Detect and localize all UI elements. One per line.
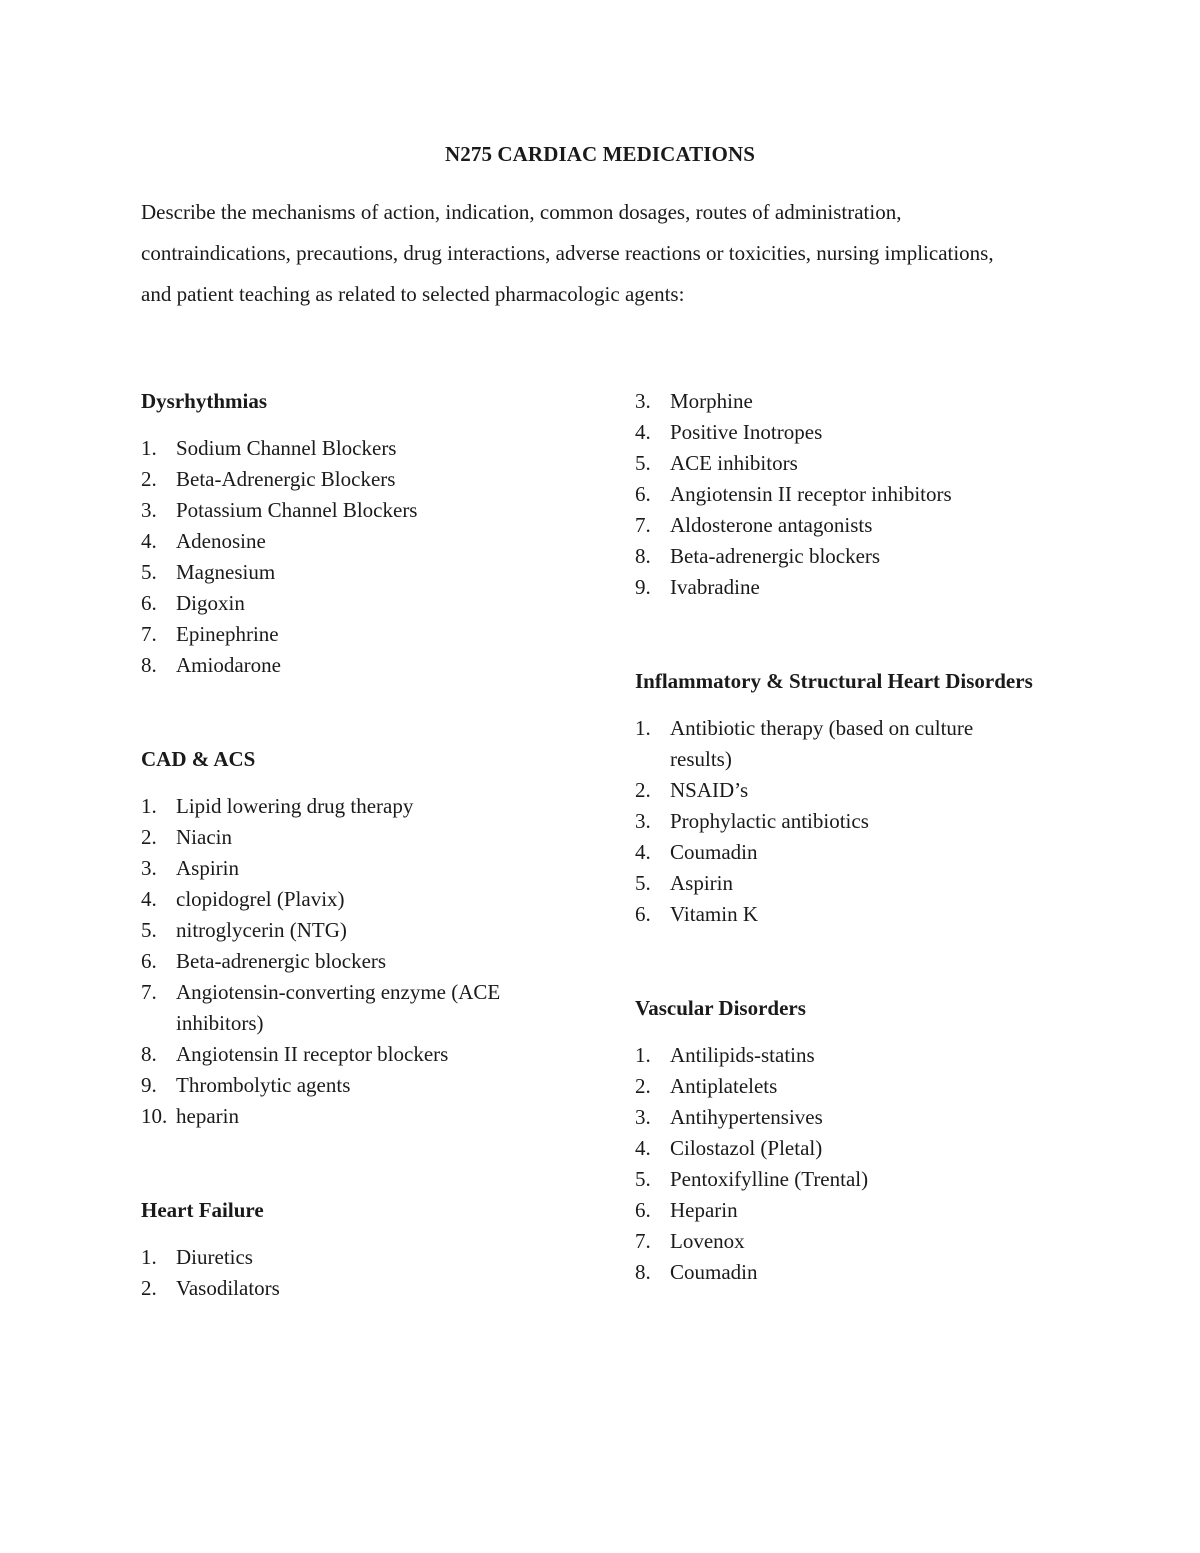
list-item bbox=[141, 464, 581, 495]
list-item bbox=[141, 433, 581, 464]
list-item-text: Coumadin bbox=[670, 840, 758, 864]
list-item-text: Beta-adrenergic blockers bbox=[176, 949, 387, 973]
list-item-text: Beta-adrenergic blockers bbox=[670, 544, 881, 568]
list-item-number: 9. bbox=[635, 575, 651, 599]
list-item-text: Sodium Channel Blockers bbox=[176, 436, 397, 460]
list-item-text: Aspirin bbox=[670, 871, 733, 895]
list-item bbox=[635, 386, 1035, 417]
list-item-text: Magnesium bbox=[176, 560, 276, 584]
list-item-text: Epinephrine bbox=[176, 622, 279, 646]
list-item bbox=[141, 1273, 581, 1304]
list-item bbox=[141, 495, 581, 526]
list-dysrhythmias bbox=[141, 433, 581, 681]
list-item bbox=[141, 1070, 581, 1101]
list-item bbox=[635, 806, 1035, 837]
list-item-text: Aldosterone antagonists bbox=[670, 513, 873, 537]
list-item-number: 1. bbox=[141, 794, 157, 818]
list-item bbox=[141, 588, 581, 619]
list-item bbox=[141, 915, 581, 946]
list-item-text: Niacin bbox=[176, 825, 232, 849]
list-item-text: Potassium Channel Blockers bbox=[176, 498, 418, 522]
list-item bbox=[141, 791, 581, 822]
list-item-number: 8. bbox=[141, 653, 157, 677]
list-item-text: Pentoxifylline (Trental) bbox=[670, 1167, 869, 1191]
list-item bbox=[635, 713, 1035, 775]
list-item-number: 4. bbox=[635, 840, 651, 864]
list-item-number: 7. bbox=[635, 1229, 651, 1253]
list-item-number: 6. bbox=[635, 1198, 651, 1222]
list-item bbox=[635, 1164, 1035, 1195]
section-heading-dysrhythmias: Dysrhythmias bbox=[141, 389, 268, 413]
list-heart-failure-continued bbox=[635, 386, 1035, 603]
list-item-text: Angiotensin II receptor blockers bbox=[176, 1042, 449, 1066]
list-item-text: Diuretics bbox=[176, 1245, 253, 1269]
list-item-number: 5. bbox=[141, 560, 157, 584]
list-heart-failure bbox=[141, 1242, 581, 1304]
list-item-number: 5. bbox=[635, 451, 651, 475]
list-item-number: 2. bbox=[141, 1276, 157, 1300]
list-item-text: Amiodarone bbox=[176, 653, 281, 677]
list-item bbox=[141, 822, 581, 853]
list-item-text: Aspirin bbox=[176, 856, 239, 880]
list-item-text: Antilipids-statins bbox=[670, 1043, 815, 1067]
list-item-text: ACE inhibitors bbox=[670, 451, 798, 475]
list-item bbox=[635, 448, 1035, 479]
list-item-number: 5. bbox=[141, 918, 157, 942]
list-item-number: 1. bbox=[141, 436, 157, 460]
list-item-number: 2. bbox=[141, 467, 157, 491]
list-item bbox=[635, 899, 1035, 930]
list-item bbox=[635, 572, 1035, 603]
list-item bbox=[141, 557, 581, 588]
list-item-number: 7. bbox=[635, 513, 651, 537]
list-item bbox=[635, 510, 1035, 541]
list-item-text: Lipid lowering drug therapy bbox=[176, 794, 414, 818]
list-item-number: 6. bbox=[635, 482, 651, 506]
list-item-number: 1. bbox=[635, 716, 651, 740]
list-item-text: Prophylactic antibiotics bbox=[670, 809, 869, 833]
list-item-text: Positive Inotropes bbox=[670, 420, 823, 444]
list-item-number: 6. bbox=[141, 591, 157, 615]
list-item-number: 9. bbox=[141, 1073, 157, 1097]
list-item-number: 8. bbox=[141, 1042, 157, 1066]
list-item bbox=[635, 868, 1035, 899]
section-heading-vascular: Vascular Disorders bbox=[635, 996, 806, 1020]
list-item-number: 3. bbox=[141, 498, 157, 522]
list-item bbox=[141, 526, 581, 557]
right-column bbox=[635, 386, 1035, 1288]
list-item-number: 3. bbox=[635, 389, 651, 413]
list-item-text: Digoxin bbox=[176, 591, 245, 615]
section-heading-cad-acs: CAD & ACS bbox=[141, 747, 256, 771]
list-item-text: Thrombolytic agents bbox=[176, 1073, 351, 1097]
list-item-text: clopidogrel (Plavix) bbox=[176, 887, 345, 911]
list-item-text: Lovenox bbox=[670, 1229, 745, 1253]
list-item-number: 4. bbox=[141, 529, 157, 553]
list-item-text: Vitamin K bbox=[670, 902, 758, 926]
section-heading-heart-failure: Heart Failure bbox=[141, 1198, 264, 1222]
list-item bbox=[141, 884, 581, 915]
list-item bbox=[635, 1257, 1035, 1288]
list-item bbox=[141, 1242, 581, 1273]
list-item-text: Antibiotic therapy (based on culture results) bbox=[670, 716, 974, 771]
list-item-text: Antiplatelets bbox=[670, 1074, 778, 1098]
list-item-text: Angiotensin-converting enzyme (ACE inhibitors) bbox=[176, 980, 501, 1035]
list-item bbox=[141, 650, 581, 681]
list-item-number: 3. bbox=[635, 1105, 651, 1129]
list-item-number: 3. bbox=[635, 809, 651, 833]
list-item bbox=[635, 417, 1035, 448]
list-item-text: heparin bbox=[176, 1104, 239, 1128]
list-item bbox=[635, 1133, 1035, 1164]
list-item bbox=[141, 1101, 581, 1132]
list-item-number: 8. bbox=[635, 1260, 651, 1284]
list-item-number: 2. bbox=[635, 778, 651, 802]
list-item-text: Morphine bbox=[670, 389, 753, 413]
list-item-number: 10. bbox=[141, 1104, 168, 1128]
list-item-number: 2. bbox=[635, 1074, 651, 1098]
list-item-text: Ivabradine bbox=[670, 575, 760, 599]
list-item bbox=[635, 1195, 1035, 1226]
list-item-text: Antihypertensives bbox=[670, 1105, 823, 1129]
list-item bbox=[635, 541, 1035, 572]
list-item-number: 2. bbox=[141, 825, 157, 849]
list-item bbox=[141, 853, 581, 884]
list-item-text: Adenosine bbox=[176, 529, 266, 553]
list-item-number: 1. bbox=[141, 1245, 157, 1269]
list-item-number: 4. bbox=[635, 1136, 651, 1160]
list-item bbox=[141, 977, 581, 1039]
list-item bbox=[141, 1039, 581, 1070]
list-item bbox=[635, 1040, 1035, 1071]
section-heading-inflammatory: Inflammatory & Structural Heart Disorders bbox=[635, 669, 1033, 693]
list-item-number: 1. bbox=[635, 1043, 651, 1067]
list-item-text: NSAID’s bbox=[670, 778, 749, 802]
intro-paragraph: Describe the mechanisms of action, indication, common dosages, routes of administration, contraindications, precautions, drug interactions, adverse reactions or toxicities, nursing implications, and patient teaching as related to selected pharmacologic agents: bbox=[141, 200, 994, 306]
list-item-text: Vasodilators bbox=[176, 1276, 280, 1300]
page-title: N275 CARDIAC MEDICATIONS bbox=[444, 142, 756, 166]
list-item bbox=[635, 1226, 1035, 1257]
list-item-number: 6. bbox=[141, 949, 157, 973]
list-item-text: Heparin bbox=[670, 1198, 738, 1222]
list-item-number: 5. bbox=[635, 871, 651, 895]
list-item-number: 8. bbox=[635, 544, 651, 568]
list-item-text: Cilostazol (Pletal) bbox=[670, 1136, 823, 1160]
list-item-text: Beta-Adrenergic Blockers bbox=[176, 467, 396, 491]
list-item bbox=[635, 775, 1035, 806]
list-cad-acs bbox=[141, 791, 581, 1132]
list-item bbox=[141, 946, 581, 977]
list-item-number: 7. bbox=[141, 980, 157, 1004]
list-item bbox=[635, 1102, 1035, 1133]
list-item bbox=[635, 479, 1035, 510]
list-inflammatory bbox=[635, 713, 1035, 930]
list-item-text: Angiotensin II receptor inhibitors bbox=[670, 482, 952, 506]
list-item bbox=[635, 837, 1035, 868]
list-item-number: 6. bbox=[635, 902, 651, 926]
left-column bbox=[141, 386, 581, 1304]
list-item-number: 5. bbox=[635, 1167, 651, 1191]
list-item bbox=[141, 619, 581, 650]
list-item-number: 4. bbox=[635, 420, 651, 444]
list-item-text: Coumadin bbox=[670, 1260, 758, 1284]
list-vascular bbox=[635, 1040, 1035, 1288]
list-item-number: 3. bbox=[141, 856, 157, 880]
list-item-number: 4. bbox=[141, 887, 157, 911]
list-item bbox=[635, 1071, 1035, 1102]
list-item-text: nitroglycerin (NTG) bbox=[176, 918, 347, 942]
list-item-number: 7. bbox=[141, 622, 157, 646]
